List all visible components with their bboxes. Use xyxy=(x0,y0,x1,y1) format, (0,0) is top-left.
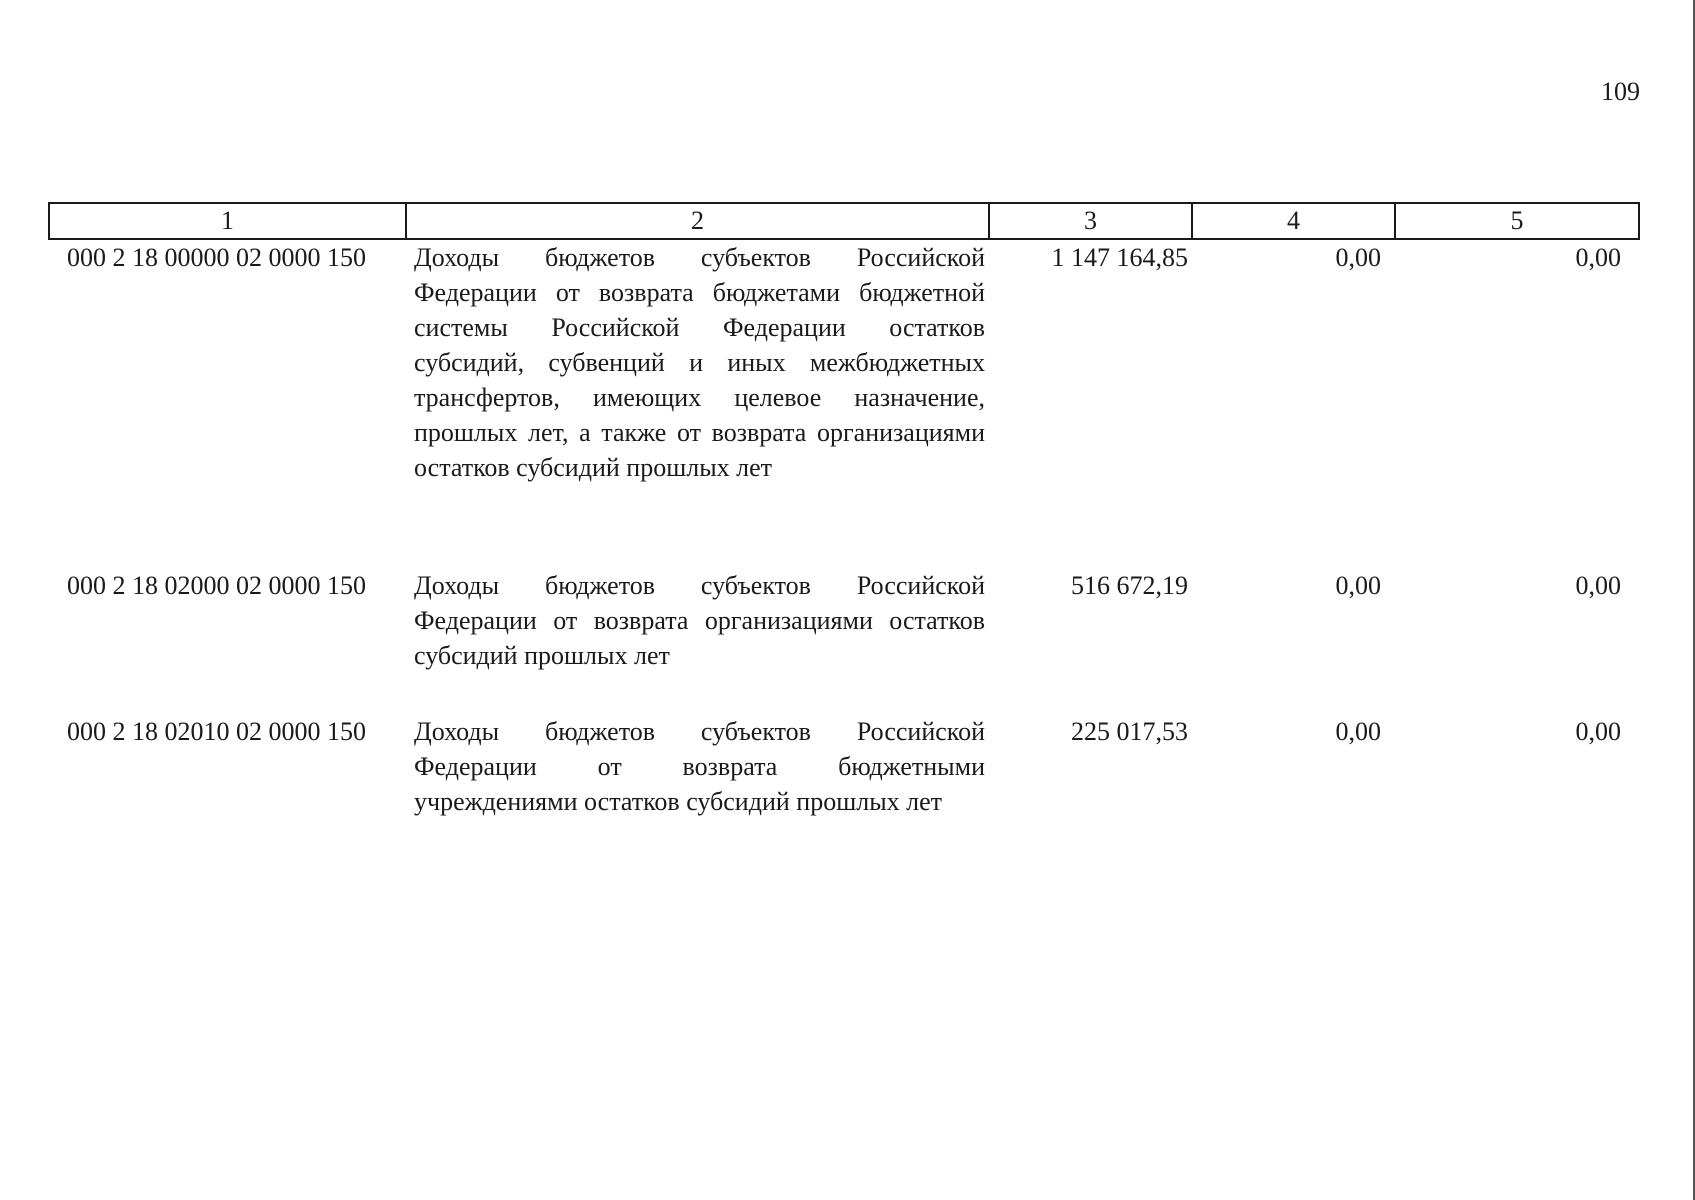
amount-col3-cell: 1 147 164,85 xyxy=(1051,243,1188,272)
amount-col4-cell: 0,00 xyxy=(1335,243,1381,272)
table-header-row xyxy=(49,203,1639,239)
page-number: 109 xyxy=(1601,77,1640,106)
table-row xyxy=(49,568,1639,714)
description-cell: Доходы бюджетов субъектов Российской Федерации от возврата организациями остатков субсидий прошлых лет xyxy=(414,571,985,670)
amount-col5-cell: 0,00 xyxy=(1575,243,1621,272)
column-header-2: 2 xyxy=(406,203,989,239)
budget-code-cell: 000 2 18 00000 02 0000 150 xyxy=(67,243,366,272)
description-cell: Доходы бюджетов субъектов Российской Федерации от возврата бюджетами бюджетной системы Российской Федерации остатков субсидий, субвенций и иных межбюджетных трансфертов, имеющих целевое назначение, прошлых лет, а также от возврата организациями остатков субсидий прошлых лет xyxy=(414,243,985,482)
amount-col3-cell: 225 017,53 xyxy=(1071,717,1188,746)
table-row xyxy=(49,714,1639,854)
budget-code-cell: 000 2 18 02010 02 0000 150 xyxy=(67,717,366,746)
column-header-3: 3 xyxy=(989,203,1192,239)
budget-table xyxy=(48,202,1640,854)
budget-code-cell: 000 2 18 02000 02 0000 150 xyxy=(67,571,366,600)
amount-col3-cell: 516 672,19 xyxy=(1071,571,1188,600)
column-header-4: 4 xyxy=(1192,203,1395,239)
amount-col4-cell: 0,00 xyxy=(1335,571,1381,600)
amount-col5-cell: 0,00 xyxy=(1575,717,1621,746)
amount-col4-cell: 0,00 xyxy=(1335,717,1381,746)
description-cell: Доходы бюджетов субъектов Российской Федерации от возврата бюджетными учреждениями остатков субсидий прошлых лет xyxy=(414,717,985,816)
column-header-5: 5 xyxy=(1395,203,1639,239)
table-row xyxy=(49,239,1639,568)
amount-col5-cell: 0,00 xyxy=(1575,571,1621,600)
column-header-1: 1 xyxy=(49,203,406,239)
